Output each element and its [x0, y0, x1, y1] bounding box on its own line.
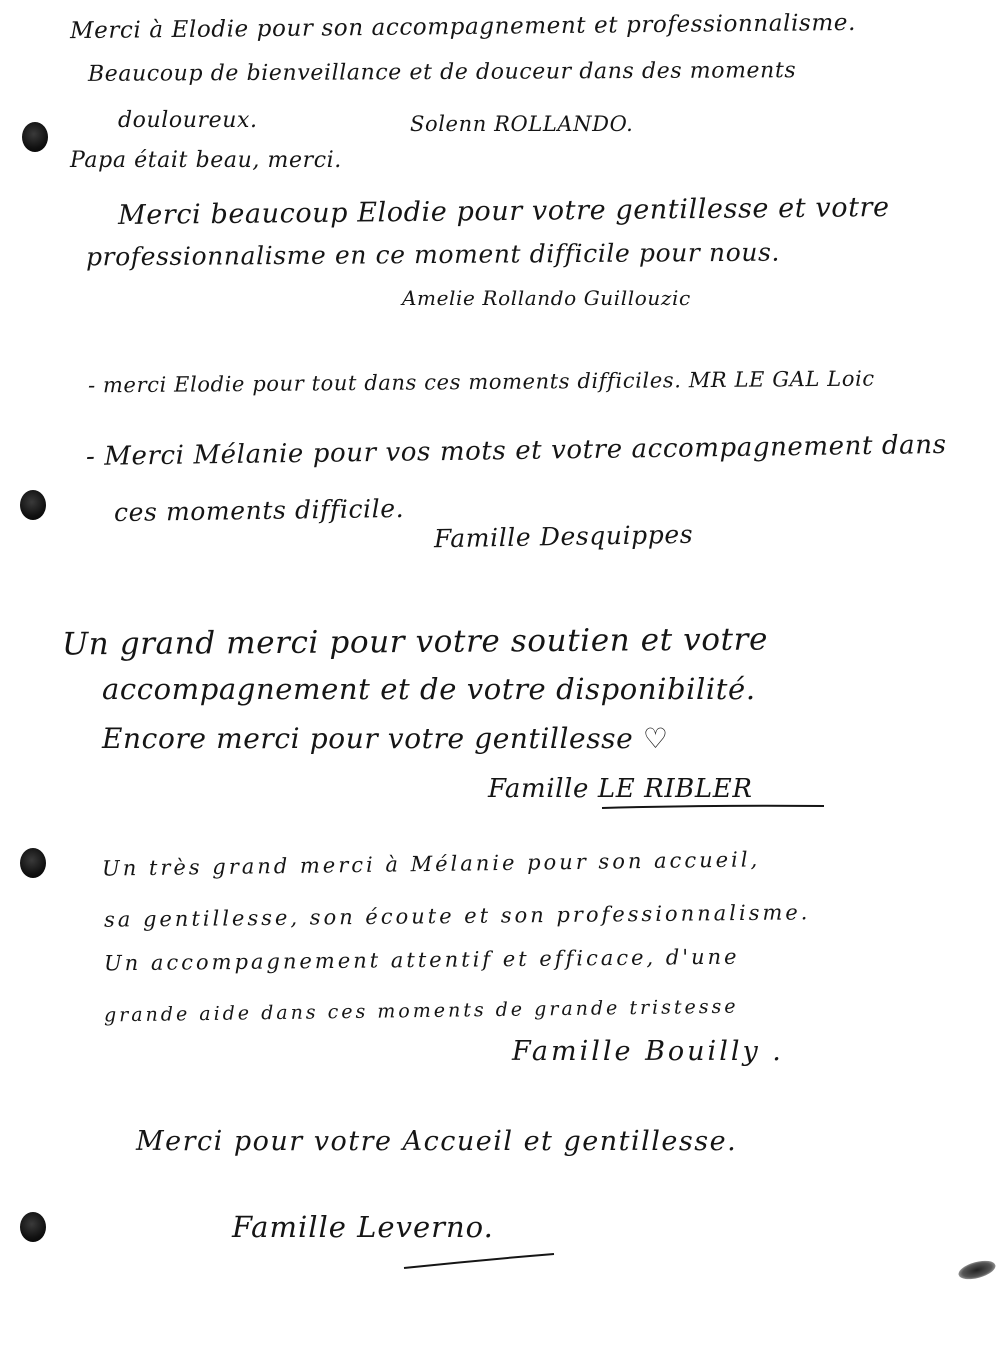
- note-6-line-1: Un très grand merci à Mélanie pour son accueil,: [101, 847, 761, 881]
- note-2-signature: Amelie Rollando Guillouzic: [402, 286, 691, 310]
- note-6-line-4: grande aide dans ces moments de grande tristesse: [103, 995, 739, 1027]
- note-1-line-2: Beaucoup de bienveillance et de douceur dans des moments: [87, 58, 797, 87]
- note-5-signature-underline: [600, 800, 830, 814]
- note-4-line-2: ces moments difficile.: [113, 493, 405, 528]
- note-7-line-1: Merci pour votre Accueil et gentillesse.: [136, 1126, 738, 1157]
- note-6-line-3: Un accompagnement attentif et efficace, d'une: [103, 944, 740, 976]
- note-5-signature: Famille LE RIBLER: [488, 774, 753, 804]
- ink-smudge: [957, 1257, 998, 1282]
- note-6-line-2: sa gentillesse, son écoute et son professionnalisme.: [103, 900, 811, 932]
- punch-hole: [20, 1212, 46, 1242]
- note-2-line-2: professionnalisme en ce moment difficile pour nous.: [85, 237, 781, 272]
- note-1-line-1: Merci à Elodie pour son accompagnement et professionnalisme.: [69, 9, 857, 45]
- note-6-signature: Famille Bouilly .: [512, 1036, 784, 1067]
- punch-hole: [22, 122, 48, 152]
- note-3-line-1: - merci Elodie pour tout dans ces moments difficiles. MR LE GAL Loic: [87, 366, 875, 398]
- note-1-line-4: Papa était beau, merci.: [70, 148, 342, 173]
- note-2-line-1: Merci beaucoup Elodie pour votre gentillesse et votre: [117, 191, 890, 232]
- punch-hole: [20, 490, 46, 520]
- note-5-line-3: Encore merci pour votre gentillesse ♡: [102, 722, 669, 755]
- punch-hole: [20, 848, 46, 878]
- note-4-signature: Famille Desquippes: [433, 519, 694, 554]
- note-5-line-1: Un grand merci pour votre soutien et votre: [61, 621, 769, 663]
- note-1-line-3: douloureux.: [118, 108, 258, 133]
- note-1-signature: Solenn ROLLANDO.: [410, 112, 634, 136]
- note-7-signature: Famille Leverno.: [232, 1210, 494, 1244]
- note-4-line-1: - Merci Mélanie pour vos mots et votre accompagnement dans: [85, 429, 947, 473]
- note-7-signature-underline: [400, 1250, 560, 1274]
- note-5-line-2: accompagnement et de votre disponibilité.: [102, 672, 756, 706]
